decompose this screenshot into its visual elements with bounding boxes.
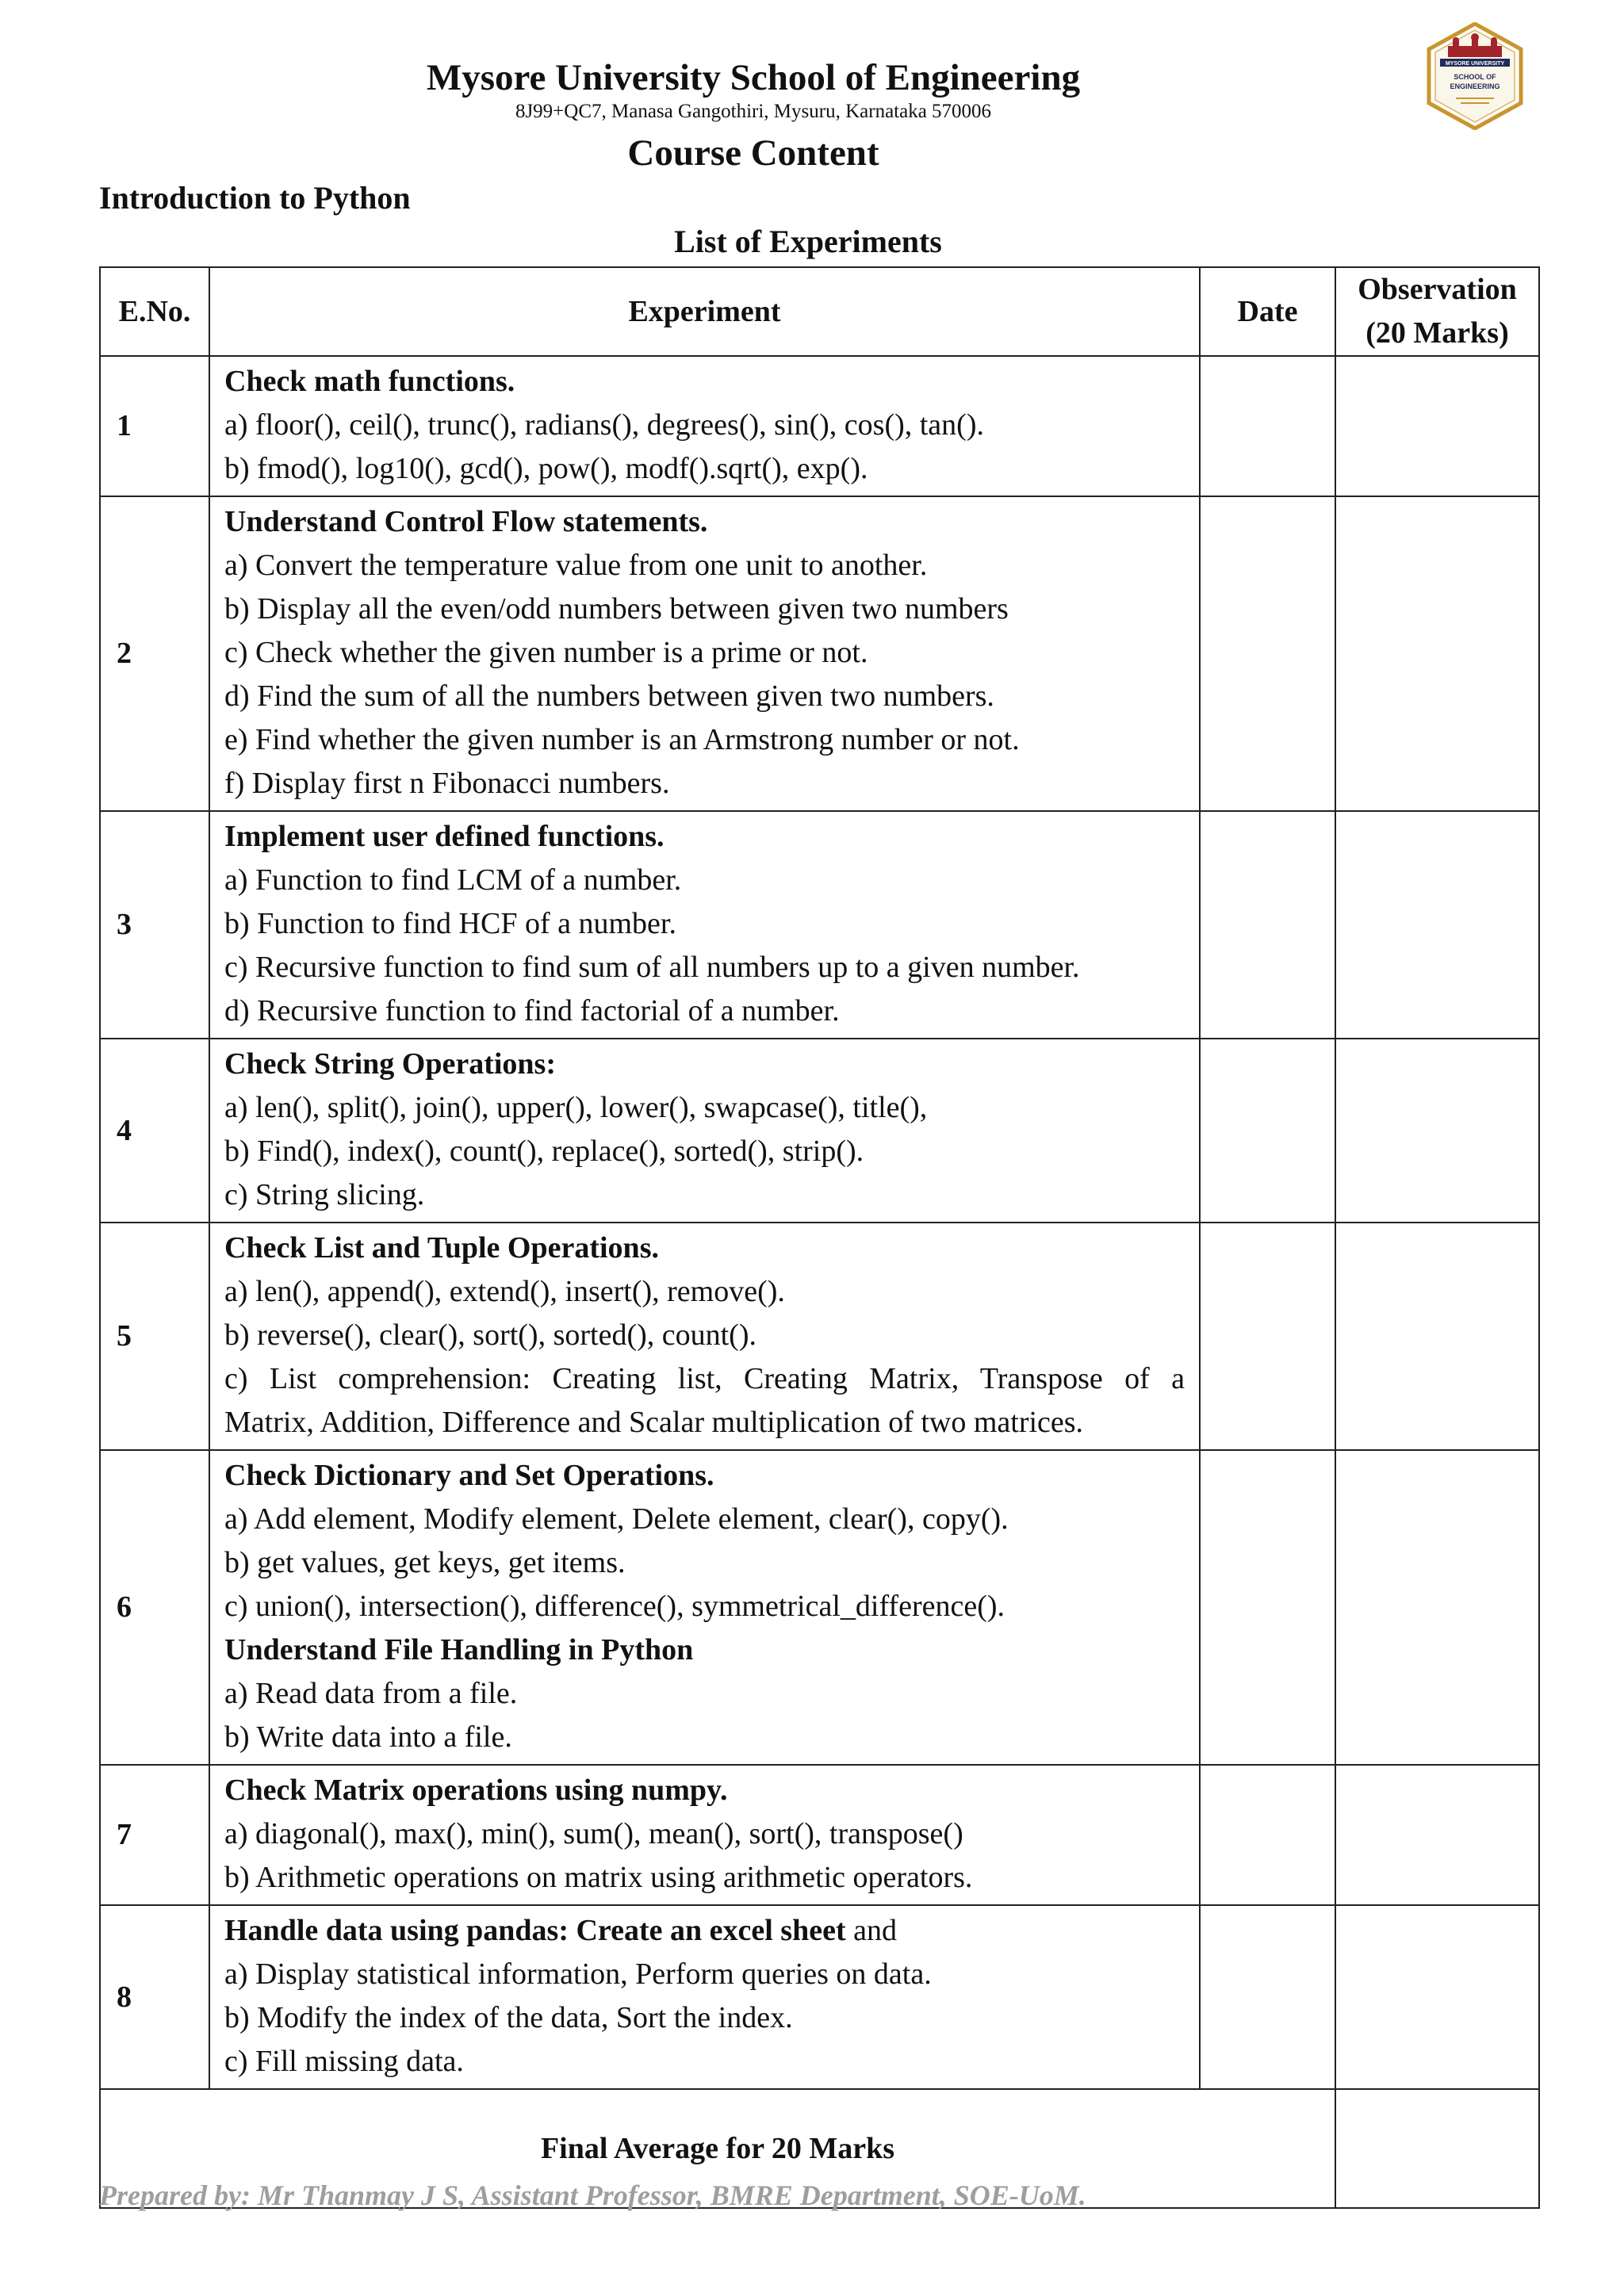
row-number: 6: [100, 1450, 209, 1765]
experiment-item: a) Display statistical information, Perform queries on data.: [224, 1957, 932, 1991]
experiments-table: [99, 266, 1540, 2209]
experiment-title-suffix: and: [845, 1914, 897, 1947]
experiment-item: c) List comprehension: Creating list, Creating Matrix, Transpose of a: [224, 1362, 1185, 1395]
experiment-title: Check Matrix operations using numpy.: [224, 1774, 728, 1807]
experiment-item: a) len(), append(), extend(), insert(), remove().: [224, 1275, 785, 1308]
table-row: [100, 811, 1539, 1039]
date-cell[interactable]: [1200, 1450, 1335, 1765]
university-logo: [1424, 22, 1526, 130]
row-number: 5: [100, 1223, 209, 1450]
table-row: [100, 1039, 1539, 1223]
observation-cell[interactable]: [1335, 811, 1539, 1039]
header-date: Date: [1200, 267, 1335, 356]
experiment-item: f) Display first n Fibonacci numbers.: [224, 767, 670, 800]
list-title: [0, 223, 1624, 260]
date-cell[interactable]: [1200, 1765, 1335, 1905]
row-number: 1: [100, 356, 209, 496]
observation-cell[interactable]: [1335, 1765, 1539, 1905]
experiment-item: d) Find the sum of all the numbers between given two numbers.: [224, 679, 994, 713]
experiment-item: a) len(), split(), join(), upper(), lower(), swapcase(), title(),: [224, 1091, 928, 1124]
table-row: [100, 496, 1539, 811]
experiment-item: a) Add element, Modify element, Delete element, clear(), copy().: [224, 1502, 1009, 1536]
observation-cell[interactable]: [1335, 356, 1539, 496]
experiment-title: Implement user defined functions.: [224, 820, 665, 853]
table-row: [100, 1450, 1539, 1765]
list-title-text: List of Experiments: [674, 224, 942, 259]
date-cell[interactable]: [1200, 1223, 1335, 1450]
experiment-cell: [209, 1039, 1200, 1223]
experiment-title: Check String Operations:: [224, 1047, 556, 1081]
document-title: Course Content: [627, 132, 879, 174]
experiment-cell: [209, 1765, 1200, 1905]
logo-text-line3: ENGINEERING: [1450, 82, 1500, 90]
experiment-item: a) Convert the temperature value from one unit to another.: [224, 549, 928, 582]
table-row: [100, 356, 1539, 496]
final-average-label: Final Average for 20 Marks: [100, 2089, 1335, 2208]
experiment-item: c) Check whether the given number is a prime or not.: [224, 636, 868, 669]
experiment-item: b) Find(), index(), count(), replace(), sorted(), strip().: [224, 1135, 864, 1168]
row-number: 3: [100, 811, 209, 1039]
experiment-item: c) union(), intersection(), difference(), symmetrical_difference().: [224, 1590, 1005, 1623]
table-row: [100, 1765, 1539, 1905]
experiment-item: a) diagonal(), max(), min(), sum(), mean(), sort(), transpose(): [224, 1817, 963, 1850]
experiment-title: Understand Control Flow statements.: [224, 505, 708, 538]
experiment-item: b) reverse(), clear(), sort(), sorted(), count().: [224, 1318, 756, 1352]
date-cell[interactable]: [1200, 1905, 1335, 2089]
experiment-cell: [209, 1905, 1200, 2089]
table-row: [100, 1223, 1539, 1450]
experiment-cell: [209, 496, 1200, 811]
course-name: Introduction to Python: [99, 180, 411, 216]
observation-cell[interactable]: [1335, 1223, 1539, 1450]
row-number: 4: [100, 1039, 209, 1223]
table-header-row: [100, 267, 1539, 356]
experiment-title: Handle data using pandas: Create an excel sheet: [224, 1914, 846, 1947]
experiment-item: b) Modify the index of the data, Sort the index.: [224, 2001, 793, 2034]
date-cell[interactable]: [1200, 811, 1335, 1039]
header-observation-line2: (20 Marks): [1365, 316, 1509, 350]
experiment-cell: [209, 1223, 1200, 1450]
experiment-item: c) Recursive function to find sum of all numbers up to a given number.: [224, 951, 1080, 984]
experiment-item: c) Fill missing data.: [224, 2045, 464, 2078]
row-number: 8: [100, 1905, 209, 2089]
date-cell[interactable]: [1200, 356, 1335, 496]
experiment-item: b) get values, get keys, get items.: [224, 1546, 626, 1579]
experiment-item: c) String slicing.: [224, 1178, 425, 1211]
page-header: [0, 55, 1507, 178]
table-row: [100, 1905, 1539, 2089]
experiment-item: d) Recursive function to find factorial of a number.: [224, 994, 840, 1027]
experiment-title-line: [224, 1909, 1185, 1953]
institution-name: Mysore University School of Engineering: [426, 57, 1081, 98]
observation-cell[interactable]: [1335, 496, 1539, 811]
logo-text-line2: SCHOOL OF: [1454, 73, 1496, 81]
experiment-item: a) floor(), ceil(), trunc(), radians(), degrees(), sin(), cos(), tan().: [224, 408, 984, 442]
experiment-item: b) Arithmetic operations on matrix using arithmetic operators.: [224, 1861, 973, 1894]
date-cell[interactable]: [1200, 496, 1335, 811]
institution-address: 8J99+QC7, Manasa Gangothiri, Mysuru, Karnataka 570006: [515, 101, 992, 122]
experiment-item: e) Find whether the given number is an Armstrong number or not.: [224, 723, 1020, 756]
experiment-title: Check Dictionary and Set Operations.: [224, 1459, 714, 1492]
experiment-cell: [209, 1450, 1200, 1765]
experiment-item: b) fmod(), log10(), gcd(), pow(), modf().sqrt(), exp().: [224, 452, 868, 485]
observation-cell[interactable]: [1335, 1039, 1539, 1223]
experiment-item: Matrix, Addition, Difference and Scalar multiplication of two matrices.: [224, 1406, 1084, 1439]
header-observation-line1: Observation: [1358, 273, 1517, 306]
row-number: 2: [100, 496, 209, 811]
experiment-item: b) Write data into a file.: [224, 1720, 512, 1754]
experiment-cell: [209, 356, 1200, 496]
observation-cell[interactable]: [1335, 1450, 1539, 1765]
observation-cell[interactable]: [1335, 1905, 1539, 2089]
header-experiment: Experiment: [209, 267, 1200, 356]
experiment-item: a) Read data from a file.: [224, 1677, 518, 1710]
experiment-title: Check math functions.: [224, 365, 515, 398]
header-observation: [1335, 267, 1539, 356]
experiment-item: b) Display all the even/odd numbers between given two numbers: [224, 592, 1009, 626]
final-average-cell[interactable]: [1335, 2089, 1539, 2208]
date-cell[interactable]: [1200, 1039, 1335, 1223]
experiment-item: a) Function to find LCM of a number.: [224, 863, 682, 897]
prepared-by-footer: Prepared by: Mr Thanmay J S, Assistant Professor, BMRE Department, SOE-UoM.: [99, 2179, 1086, 2211]
experiment-title: Check List and Tuple Operations.: [224, 1231, 659, 1265]
experiment-subtitle: Understand File Handling in Python: [224, 1633, 694, 1667]
logo-text-line1: MYSORE UNIVERSITY: [1445, 61, 1505, 67]
row-number: 7: [100, 1765, 209, 1905]
experiment-cell: [209, 811, 1200, 1039]
header-eno: E.No.: [100, 267, 209, 356]
experiment-item: b) Function to find HCF of a number.: [224, 907, 676, 940]
